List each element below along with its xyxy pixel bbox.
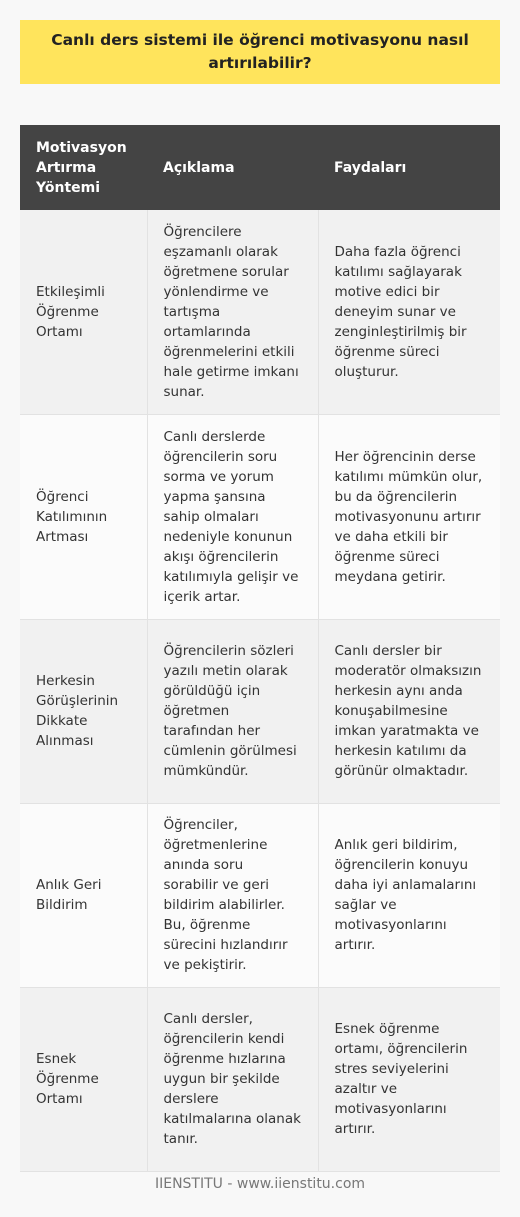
table-row bbox=[20, 210, 500, 414]
table-row bbox=[20, 619, 500, 803]
cell-description: Öğrencilerin sözleri yazılı metin olarak görüldüğü için öğretmen tarafından her cümlenin görülmesi mümkündür. bbox=[147, 619, 318, 803]
header-benefits: Faydaları bbox=[318, 125, 500, 210]
cell-method: Esnek Öğrenme Ortamı bbox=[20, 987, 147, 1171]
cell-benefits: Daha fazla öğrenci katılımı sağlayarak motive edici bir deneyim sunar ve zenginleştirilmiş bir öğrenme süreci oluşturur. bbox=[318, 210, 500, 414]
cell-description: Öğrenciler, öğretmenlerine anında soru sorabilir ve geri bildirim alabilirler. Bu, öğrenme sürecini hızlandırır ve pekiştirir. bbox=[147, 803, 318, 987]
cell-description: Öğrencilere eşzamanlı olarak öğretmene sorular yönlendirme ve tartışma ortamlarında öğrenmelerini etkili hale getirme imkanı sunar. bbox=[147, 210, 318, 414]
table-row bbox=[20, 414, 500, 619]
table-row bbox=[20, 987, 500, 1171]
page-title: Canlı ders sistemi ile öğrenci motivasyonu nasıl artırılabilir? bbox=[20, 20, 500, 84]
motivation-table bbox=[20, 125, 500, 1172]
footer-credit: IIENSTITU - www.iienstitu.com bbox=[154, 1176, 366, 1192]
cell-method: Öğrenci Katılımının Artması bbox=[20, 414, 147, 619]
header-method: Motivasyon Artırma Yöntemi bbox=[20, 125, 147, 210]
cell-method: Etkileşimli Öğrenme Ortamı bbox=[20, 210, 147, 414]
cell-method: Anlık Geri Bildirim bbox=[20, 803, 147, 987]
cell-method: Herkesin Görüşlerinin Dikkate Alınması bbox=[20, 619, 147, 803]
cell-benefits: Her öğrencinin derse katılımı mümkün olur, bu da öğrencilerin motivasyonunu artırır ve daha etkili bir öğrenme süreci meydana getirir. bbox=[318, 414, 500, 619]
table-row bbox=[20, 803, 500, 987]
cell-benefits: Anlık geri bildirim, öğrencilerin konuyu daha iyi anlamalarını sağlar ve motivasyonlarını artırır. bbox=[318, 803, 500, 987]
cell-benefits: Esnek öğrenme ortamı, öğrencilerin stres seviyelerini azaltır ve motivasyonlarını artırır. bbox=[318, 987, 500, 1171]
cell-description: Canlı derslerde öğrencilerin soru sorma ve yorum yapma şansına sahip olmaları nedeniyle konunun akışı öğrencilerin katılımıyla gelişir ve içerik artar. bbox=[147, 414, 318, 619]
header-description: Açıklama bbox=[147, 125, 318, 210]
cell-benefits: Canlı dersler bir moderatör olmaksızın herkesin aynı anda konuşabilmesine imkan yaratmakta ve herkesin katılımı da görünür olmaktadır. bbox=[318, 619, 500, 803]
cell-description: Canlı dersler, öğrencilerin kendi öğrenme hızlarına uygun bir şekilde derslere katılmalarına olanak tanır. bbox=[147, 987, 318, 1171]
table-header-row bbox=[20, 125, 500, 210]
